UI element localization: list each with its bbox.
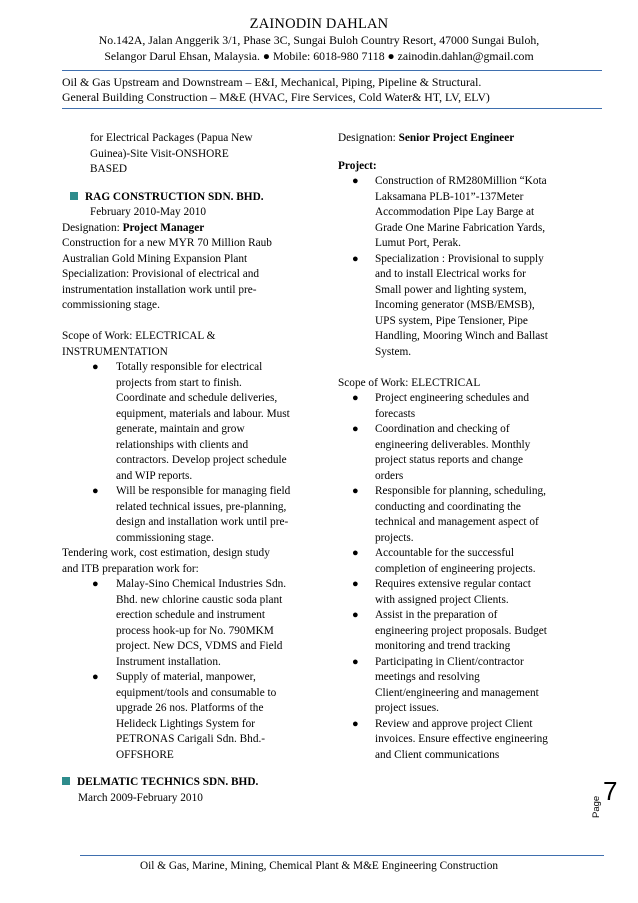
bullet-dot-icon: ● xyxy=(92,671,99,683)
bullet-dot-icon: ● xyxy=(92,361,99,373)
bullet-dot-icon: ● xyxy=(352,578,359,590)
footer-rule xyxy=(80,855,604,856)
address-line-1: No.142A, Jalan Anggerik 3/1, Phase 3C, Sungai Buloh Country Resort, 47000 Sungai Buloh, xyxy=(98,33,540,47)
list-item: ● Specialization : Provisional to supply and to install Electrical works for Small power and lighting system, Incoming generator (MSB/EMSB), UPS system, Pipe Tensioner, Pipe Handling, Mooring Winch and Ballast System. xyxy=(352,252,548,358)
project-bullets xyxy=(338,174,583,360)
list-item: ● Malay-Sino Chemical Industries Sdn. Bhd. new chlorine caustic soda plant erection schedule and instrument process hook-up for No. 790MKM project. New DCS, VDMS and Field Instrument installation. xyxy=(92,578,287,668)
footer-text: Oil & Gas, Marine, Mining, Chemical Plant & M&E Engineering Construction xyxy=(139,860,498,872)
company-dates: February 2010-May 2010 xyxy=(90,206,207,218)
page-label: Page xyxy=(591,795,602,818)
bullet-dot-icon: ● xyxy=(352,717,359,730)
summary-line-1: Oil & Gas Upstream and Downstream – E&I, Mechanical, Piping, Pipeline & Structural. xyxy=(62,75,482,89)
applicant-name: ZAINODIN DAHLAN xyxy=(249,16,389,32)
list-item: ● Supply of material, manpower, equipment/tools and consumable to upgrade 26 nos. Platforms of the Helideck Lightings System for PETRONAS Carigali Sdn. Bhd.- OFFSHORE xyxy=(92,671,277,761)
summary-rule xyxy=(62,108,602,109)
bullet-dot-icon: ● xyxy=(92,578,99,590)
list-item: ● Totally responsible for electrical projects from start to finish. Coordinate and schedule deliveries, equipment, materials and labour. Must generate, maintain and grow relationships with clients and contractors. Develop project schedule and WIP reports. xyxy=(92,361,290,482)
company-dates: March 2009-February 2010 xyxy=(78,791,203,804)
scope-bullets-right xyxy=(338,391,583,763)
bullet-dot-icon: ● xyxy=(352,655,359,668)
bullet-dot-icon: ● xyxy=(352,609,359,621)
designation: Designation: Project Manager xyxy=(62,221,205,234)
page-number xyxy=(591,776,621,836)
bullet-dot-icon: ● xyxy=(352,547,359,559)
bullet-dot-icon: ● xyxy=(352,175,359,187)
scope-label: Scope of Work: ELECTRICAL xyxy=(338,376,481,389)
bullet-dot-icon: ● xyxy=(352,392,359,404)
project-label: Project: xyxy=(338,159,377,172)
list-item: ● Coordination and checking of engineering deliverables. Monthly project status reports and change orders xyxy=(352,423,531,482)
list-item: ● Assist in the preparation of engineering project proposals. Budget monitoring and trend tracking xyxy=(352,609,547,652)
right-column xyxy=(338,131,583,763)
list-item: ● Accountable for the successful completion of engineering projects. xyxy=(352,547,536,575)
resume-header xyxy=(0,0,638,64)
left-column: for Electrical Packages (Papua New Guinea)-Site Visit-ONSHORE BASED RAG CONSTRUCTION SDN. BHD. February 2010-May 2010 Designation: Project Manager Construction for a new MYR 70 Million Raub Australian Gold Mining Expansion Plant Specialization: Provisional of electrical and instrumentation installation work until pre- commissioning stage. Scope of Work: ELECTRICAL & INSTRUMENTATION ● Totally responsible for electrical projects from start to finish. Coordinate and schedule deliveries, equipment, materials and labour. Must generate, maintain and grow relationships with clients and contractors. Develop project schedule and WIP reports. ● Will be responsible for managing field related technical issues, pre-planning, design and installation work until pre- commissioning stage. Tendering work, cost estimation, design study and ITB preparation work for: ● Malay-Sino Chemical Industries Sdn. Bhd. new chlorine caustic soda plant erection schedule and instrument process hook-up for No. 790MKM project. New DCS, VDMS and Field Instrument installation. ● Supply of material, manpower, equipment/tools and consumable to upgrade 26 nos. Platforms of the Helideck Lightings System for PETRONAS Carigali Sdn. Bhd.- OFFSHORE DELMATIC TECHNICS SDN. BHD. March 2009-February 2010 xyxy=(62,131,312,806)
bullet-dot-icon: ● xyxy=(352,423,359,435)
bullet-dot-icon: ● xyxy=(92,485,99,497)
list-item: ● Review and approve project Client invoices. Ensure effective engineering and Client communications xyxy=(352,717,548,761)
list-item: ● Construction of RM280Million “Kota Laksamana PLB-101”-137Meter Accommodation Pipe Lay Barge at Grade One Marine Fabrication Yards, Lumut Port, Perak. xyxy=(352,175,547,249)
list-item: ● Participating in Client/contractor meetings and resolving Client/engineering and management project issues. xyxy=(352,655,539,714)
teal-square-icon xyxy=(62,777,70,785)
company-heading-rag: RAG CONSTRUCTION SDN. BHD. xyxy=(62,190,312,206)
continued-text: for Electrical Packages (Papua New Guinea)-Site Visit-ONSHORE BASED xyxy=(90,132,253,175)
list-item: ● Will be responsible for managing field related technical issues, pre-planning, design and installation work until pre- commissioning stage. xyxy=(92,485,291,544)
address-line-2: Selangor Darul Ehsan, Malaysia. ● Mobile: 6018-980 7118 ● zainodin.dahlan@gmail.com xyxy=(104,48,534,63)
scope-bullets xyxy=(62,360,312,546)
tender-bullets xyxy=(62,577,312,763)
summary xyxy=(62,75,582,105)
header-rule xyxy=(62,70,602,71)
page-number-value: 7 xyxy=(603,776,618,806)
designation: Designation: Senior Project Engineer xyxy=(338,132,515,144)
summary-line-2: General Building Construction – M&E (HVAC, Fire Services, Cold Water& HT, LV, ELV) xyxy=(62,90,490,104)
list-item: ● Responsible for planning, scheduling, conducting and coordinating the technical and management aspect of projects. xyxy=(352,485,546,544)
company-heading-delmatic: DELMATIC TECHNICS SDN. BHD. xyxy=(62,775,312,791)
teal-square-icon xyxy=(70,192,78,200)
list-item: ● Requires extensive regular contact with assigned project Clients. xyxy=(352,578,531,606)
list-item: ● Project engineering schedules and forecasts xyxy=(352,392,530,420)
bullet-dot-icon: ● xyxy=(352,252,359,265)
bullet-dot-icon: ● xyxy=(352,485,359,497)
